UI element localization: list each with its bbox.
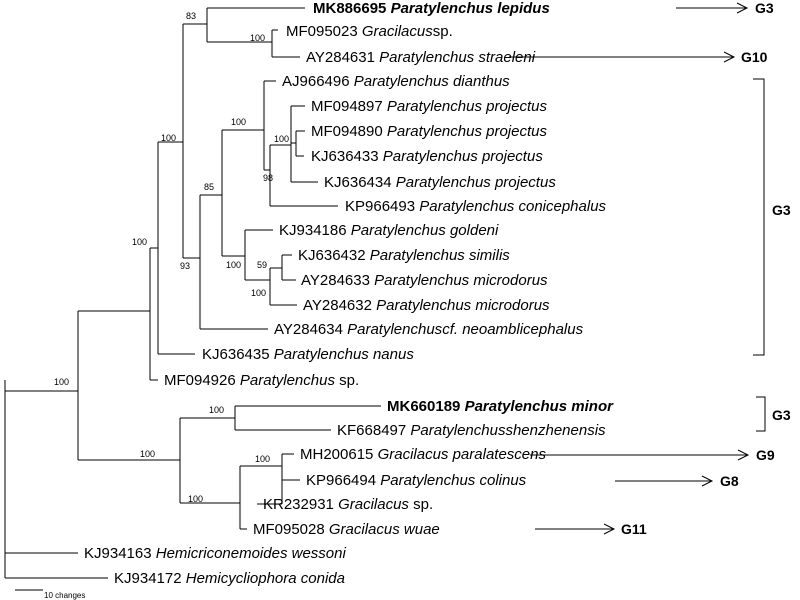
taxon-label: KJ934163 Hemicriconemoides wessoni — [84, 545, 346, 562]
bootstrap-value: 100 — [54, 377, 70, 387]
bootstrap-value: 100 — [209, 405, 225, 415]
taxon-label: KP966493 Paratylenchus conicephalus — [345, 198, 607, 215]
taxon-label: KJ636433 Paratylenchus projectus — [311, 148, 543, 165]
taxon-label: KJ934172 Hemicycliophora conida — [114, 570, 345, 587]
bootstrap-value: 100 — [274, 134, 290, 144]
scale-bar — [15, 590, 85, 600]
taxon-label: MH200615 Gracilacus paralatescens — [300, 446, 546, 463]
group-label: G10 — [741, 49, 768, 65]
group-label: G11 — [621, 521, 647, 537]
bootstrap-value: 100 — [226, 260, 242, 270]
bootstrap-value: 100 — [255, 454, 271, 464]
group-labels — [621, 0, 791, 537]
tree-branches — [5, 8, 381, 578]
taxon-label: KJ636435 Paratylenchus nanus — [202, 346, 414, 363]
scale-bar-label: 10 changes — [44, 591, 86, 600]
taxon-label: KF668497 Paratylenchusshenzhenensis — [337, 422, 606, 439]
taxon-labels — [84, 0, 614, 587]
taxon-label: AY284634 Paratylenchuscf. neoamblicephalus — [274, 321, 584, 338]
taxon-label: KP966494 Paratylenchus colinus — [306, 472, 527, 489]
bootstrap-value: 100 — [140, 449, 156, 459]
taxon-label: KJ636434 Paratylenchus projectus — [324, 174, 556, 191]
bootstrap-value: 100 — [132, 237, 148, 247]
taxon-label: MF094890 Paratylenchus projectus — [311, 123, 547, 140]
taxon-label: MF094897 Paratylenchus projectus — [311, 98, 547, 115]
taxon-label: KR232931 Gracilacus sp. — [263, 496, 434, 513]
taxon-label: MF095028 Gracilacus wuae — [253, 521, 440, 538]
bootstrap-value: 83 — [186, 11, 197, 21]
bootstrap-value: 93 — [180, 261, 191, 271]
group-label: G9 — [756, 447, 775, 463]
taxon-label: AY284631 Paratylenchus straeleni — [306, 49, 536, 66]
group-label: G3 — [755, 0, 774, 16]
bootstrap-value: 85 — [204, 182, 215, 192]
bootstrap-value: 100 — [250, 33, 266, 43]
bootstrap-value: 100 — [251, 288, 267, 298]
taxon-label: AY284633 Paratylenchus microdorus — [301, 272, 548, 289]
taxon-label: MF095023 Gracilacussp. — [286, 23, 453, 40]
taxon-label: MK660189 Paratylenchus minor — [387, 398, 613, 415]
bootstrap-value: 100 — [161, 133, 177, 143]
group-label: G3 — [772, 407, 791, 423]
taxon-label: AY284632 Paratylenchus microdorus — [303, 297, 550, 314]
bootstrap-value: 100 — [188, 494, 204, 504]
taxon-label: MF094926 Paratylenchus sp. — [164, 372, 360, 389]
group-label: G3 — [772, 202, 791, 218]
group-brackets — [753, 79, 765, 431]
bootstrap-value: 100 — [231, 117, 247, 127]
taxon-label: MK886695 Paratylenchus lepidus — [313, 0, 550, 17]
taxon-label: KJ636432 Paratylenchus similis — [298, 247, 510, 264]
taxon-label: KJ934186 Paratylenchus goldeni — [279, 222, 499, 239]
bootstrap-value: 59 — [257, 260, 268, 270]
group-label: G8 — [720, 473, 739, 489]
bootstrap-value: 98 — [263, 173, 274, 183]
taxon-label: AJ966496 Paratylenchus dianthus — [282, 73, 510, 90]
